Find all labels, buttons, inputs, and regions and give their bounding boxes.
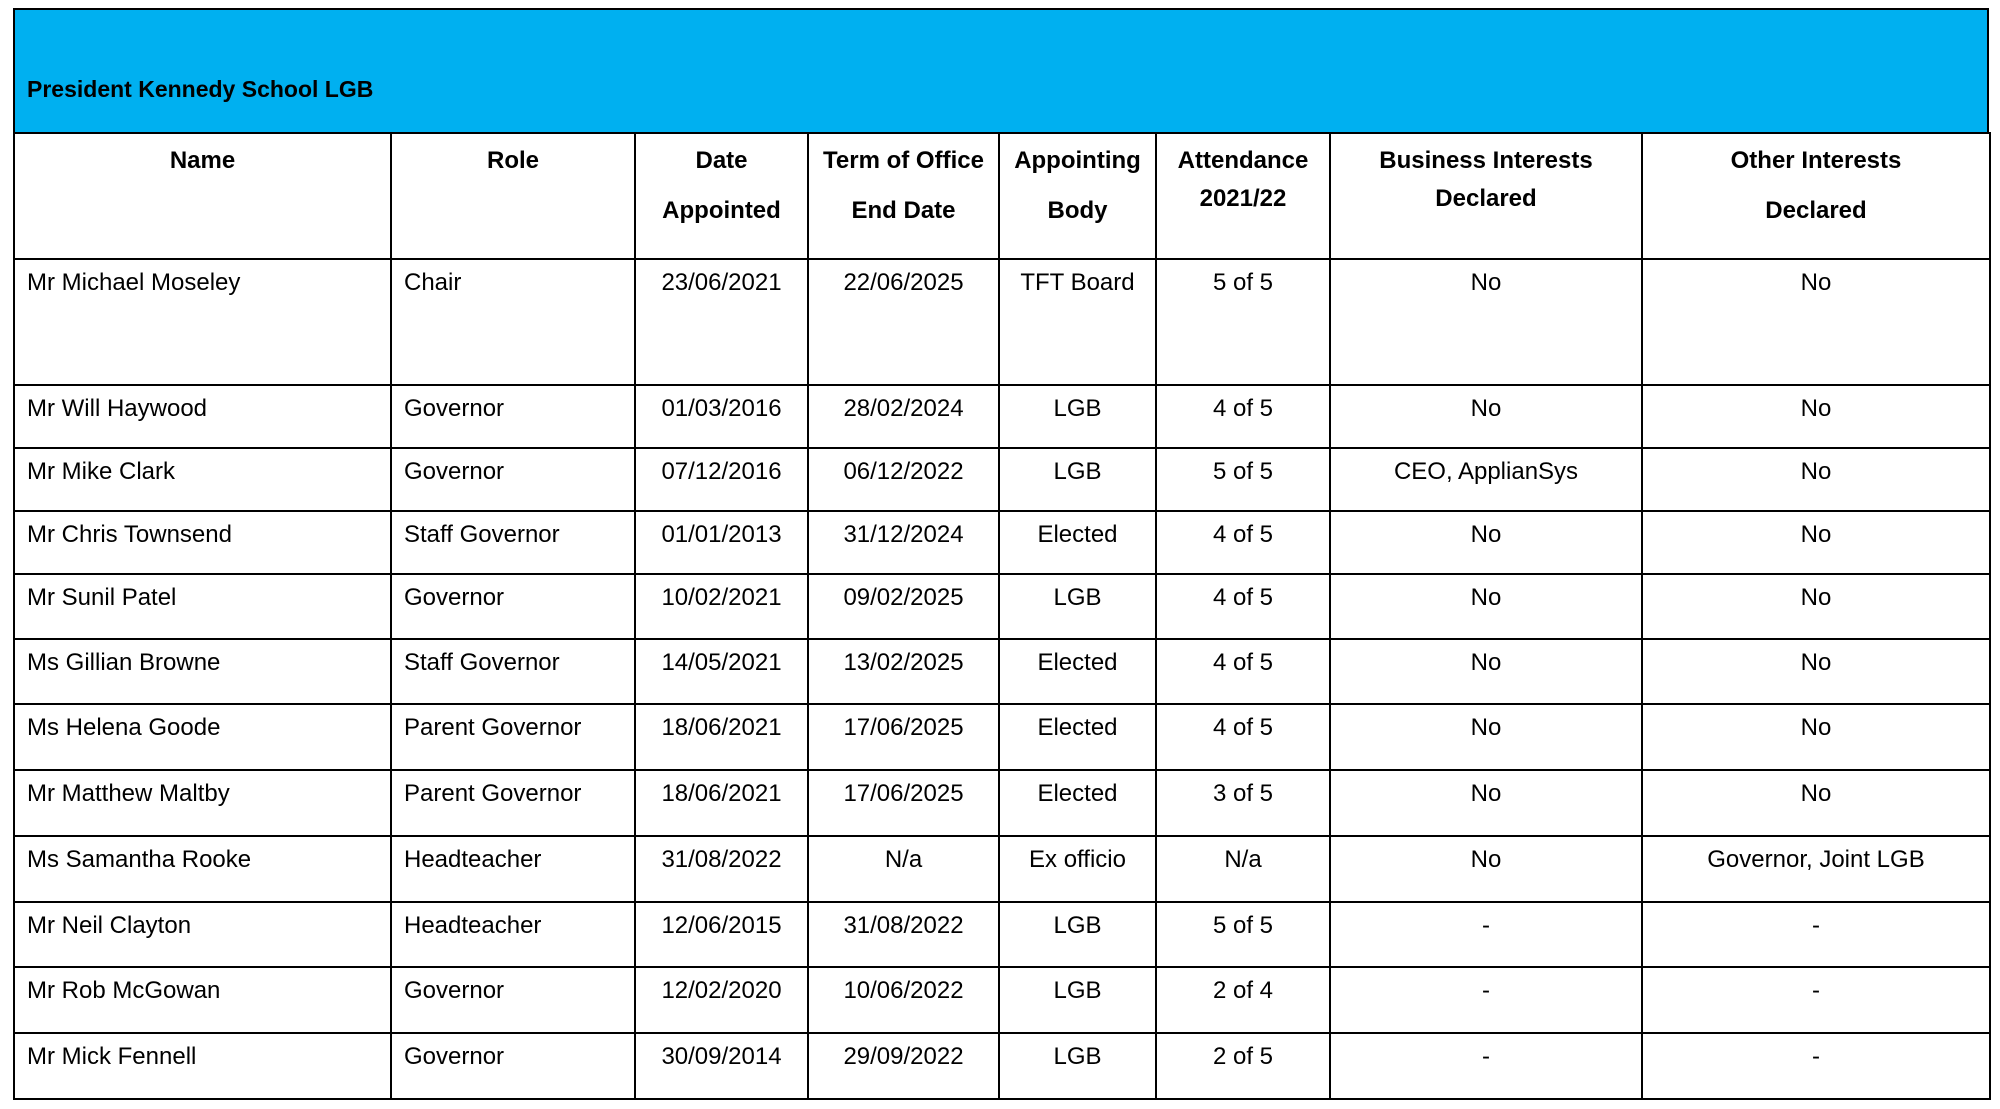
cell-role: Headteacher [391, 836, 635, 902]
header-business-interests-line-1: Business Interests [1379, 147, 1593, 174]
table-row [14, 639, 1990, 704]
cell-business-interests: CEO, ApplianSys [1330, 448, 1642, 511]
header-attendance-line-2: 2021/22 [1199, 185, 1287, 212]
title-banner [13, 8, 1989, 132]
cell-term-end: N/a [808, 836, 999, 902]
header-appointing-body-line-1: Appointing [1014, 147, 1141, 174]
cell-role: Governor [391, 1033, 635, 1099]
header-date-appointed-line-2: Appointed [662, 197, 781, 224]
header-row [14, 133, 1990, 259]
cell-date-appointed: 30/09/2014 [635, 1033, 808, 1099]
header-role [391, 133, 635, 259]
header-term-end-line-2: End Date [851, 197, 956, 224]
cell-term-end: 29/09/2022 [808, 1033, 999, 1099]
cell-other-interests: No [1642, 448, 1990, 511]
cell-term-end: 13/02/2025 [808, 639, 999, 704]
cell-name: Ms Helena Goode [14, 704, 391, 770]
table-row [14, 448, 1990, 511]
table-row [14, 511, 1990, 574]
cell-role: Governor [391, 385, 635, 448]
cell-term-end: 31/12/2024 [808, 511, 999, 574]
cell-business-interests: - [1330, 1033, 1642, 1099]
header-name-line-1: Name [169, 147, 236, 174]
cell-attendance: 4 of 5 [1156, 574, 1330, 639]
cell-date-appointed: 23/06/2021 [635, 259, 808, 385]
cell-term-end: 06/12/2022 [808, 448, 999, 511]
cell-role: Governor [391, 448, 635, 511]
header-other-interests-line-1: Other Interests [1730, 147, 1902, 174]
cell-attendance: 2 of 4 [1156, 967, 1330, 1033]
header-date-appointed-line-1: Date [695, 147, 748, 174]
governors-sheet [13, 8, 1989, 1100]
table-row [14, 836, 1990, 902]
cell-appointing-body: Elected [999, 639, 1156, 704]
cell-term-end: 28/02/2024 [808, 385, 999, 448]
header-appointing-body-line-2: Body [1047, 197, 1108, 224]
cell-business-interests: No [1330, 704, 1642, 770]
cell-name: Mr Rob McGowan [14, 967, 391, 1033]
cell-other-interests: - [1642, 967, 1990, 1033]
cell-name: Ms Samantha Rooke [14, 836, 391, 902]
cell-date-appointed: 12/06/2015 [635, 902, 808, 967]
cell-business-interests: No [1330, 770, 1642, 836]
cell-role: Chair [391, 259, 635, 385]
cell-other-interests: - [1642, 1033, 1990, 1099]
table-row [14, 704, 1990, 770]
table-row [14, 967, 1990, 1033]
cell-date-appointed: 18/06/2021 [635, 704, 808, 770]
cell-appointing-body: LGB [999, 448, 1156, 511]
cell-date-appointed: 07/12/2016 [635, 448, 808, 511]
cell-appointing-body: LGB [999, 967, 1156, 1033]
cell-appointing-body: Elected [999, 511, 1156, 574]
cell-role: Parent Governor [391, 704, 635, 770]
cell-other-interests: - [1642, 902, 1990, 967]
table-row [14, 770, 1990, 836]
table-row [14, 1033, 1990, 1099]
cell-date-appointed: 31/08/2022 [635, 836, 808, 902]
cell-other-interests: No [1642, 511, 1990, 574]
page-title: President Kennedy School LGB [27, 76, 374, 102]
table-row [14, 259, 1990, 385]
table-row [14, 385, 1990, 448]
cell-term-end: 22/06/2025 [808, 259, 999, 385]
cell-date-appointed: 01/03/2016 [635, 385, 808, 448]
cell-appointing-body: LGB [999, 1033, 1156, 1099]
cell-role: Governor [391, 574, 635, 639]
cell-appointing-body: Ex officio [999, 836, 1156, 902]
cell-business-interests: - [1330, 967, 1642, 1033]
header-other-interests-line-2: Declared [1765, 197, 1867, 224]
cell-role: Headteacher [391, 902, 635, 967]
header-date-appointed [635, 133, 808, 259]
cell-appointing-body: TFT Board [999, 259, 1156, 385]
cell-role: Parent Governor [391, 770, 635, 836]
cell-name: Mr Mike Clark [14, 448, 391, 511]
cell-business-interests: No [1330, 574, 1642, 639]
cell-business-interests: - [1330, 902, 1642, 967]
cell-name: Mr Mick Fennell [14, 1033, 391, 1099]
cell-date-appointed: 01/01/2013 [635, 511, 808, 574]
cell-business-interests: No [1330, 385, 1642, 448]
cell-other-interests: No [1642, 770, 1990, 836]
table-row [14, 574, 1990, 639]
cell-name: Mr Matthew Maltby [14, 770, 391, 836]
cell-date-appointed: 10/02/2021 [635, 574, 808, 639]
cell-business-interests: No [1330, 511, 1642, 574]
cell-business-interests: No [1330, 639, 1642, 704]
cell-name: Ms Gillian Browne [14, 639, 391, 704]
cell-attendance: 5 of 5 [1156, 259, 1330, 385]
cell-other-interests: No [1642, 259, 1990, 385]
cell-attendance: 4 of 5 [1156, 511, 1330, 574]
cell-other-interests: No [1642, 574, 1990, 639]
cell-appointing-body: Elected [999, 770, 1156, 836]
cell-other-interests: No [1642, 704, 1990, 770]
cell-name: Mr Neil Clayton [14, 902, 391, 967]
cell-term-end: 10/06/2022 [808, 967, 999, 1033]
header-term-end [808, 133, 999, 259]
cell-role: Governor [391, 967, 635, 1033]
header-business-interests [1330, 133, 1642, 259]
cell-date-appointed: 18/06/2021 [635, 770, 808, 836]
cell-role: Staff Governor [391, 639, 635, 704]
cell-attendance: 5 of 5 [1156, 902, 1330, 967]
cell-name: Mr Will Haywood [14, 385, 391, 448]
cell-attendance: 4 of 5 [1156, 704, 1330, 770]
header-other-interests [1642, 133, 1990, 259]
cell-other-interests: No [1642, 385, 1990, 448]
header-attendance-line-1: Attendance [1177, 147, 1309, 174]
cell-term-end: 17/06/2025 [808, 704, 999, 770]
cell-attendance: 3 of 5 [1156, 770, 1330, 836]
cell-date-appointed: 14/05/2021 [635, 639, 808, 704]
cell-attendance: 2 of 5 [1156, 1033, 1330, 1099]
header-name [14, 133, 391, 259]
cell-appointing-body: LGB [999, 574, 1156, 639]
governors-table [13, 132, 1991, 1100]
header-business-interests-line-2: Declared [1435, 185, 1537, 212]
cell-name: Mr Sunil Patel [14, 574, 391, 639]
cell-other-interests: Governor, Joint LGB [1642, 836, 1990, 902]
cell-name: Mr Chris Townsend [14, 511, 391, 574]
cell-appointing-body: Elected [999, 704, 1156, 770]
cell-attendance: N/a [1156, 836, 1330, 902]
cell-appointing-body: LGB [999, 385, 1156, 448]
header-role-line-1: Role [486, 147, 539, 174]
cell-attendance: 5 of 5 [1156, 448, 1330, 511]
table-row [14, 902, 1990, 967]
cell-other-interests: No [1642, 639, 1990, 704]
cell-name: Mr Michael Moseley [14, 259, 391, 385]
cell-business-interests: No [1330, 259, 1642, 385]
header-attendance [1156, 133, 1330, 259]
cell-attendance: 4 of 5 [1156, 385, 1330, 448]
cell-appointing-body: LGB [999, 902, 1156, 967]
header-appointing-body [999, 133, 1156, 259]
cell-term-end: 17/06/2025 [808, 770, 999, 836]
cell-role: Staff Governor [391, 511, 635, 574]
cell-term-end: 09/02/2025 [808, 574, 999, 639]
cell-attendance: 4 of 5 [1156, 639, 1330, 704]
cell-term-end: 31/08/2022 [808, 902, 999, 967]
cell-date-appointed: 12/02/2020 [635, 967, 808, 1033]
cell-business-interests: No [1330, 836, 1642, 902]
header-term-end-line-1: Term of Office [823, 147, 984, 174]
